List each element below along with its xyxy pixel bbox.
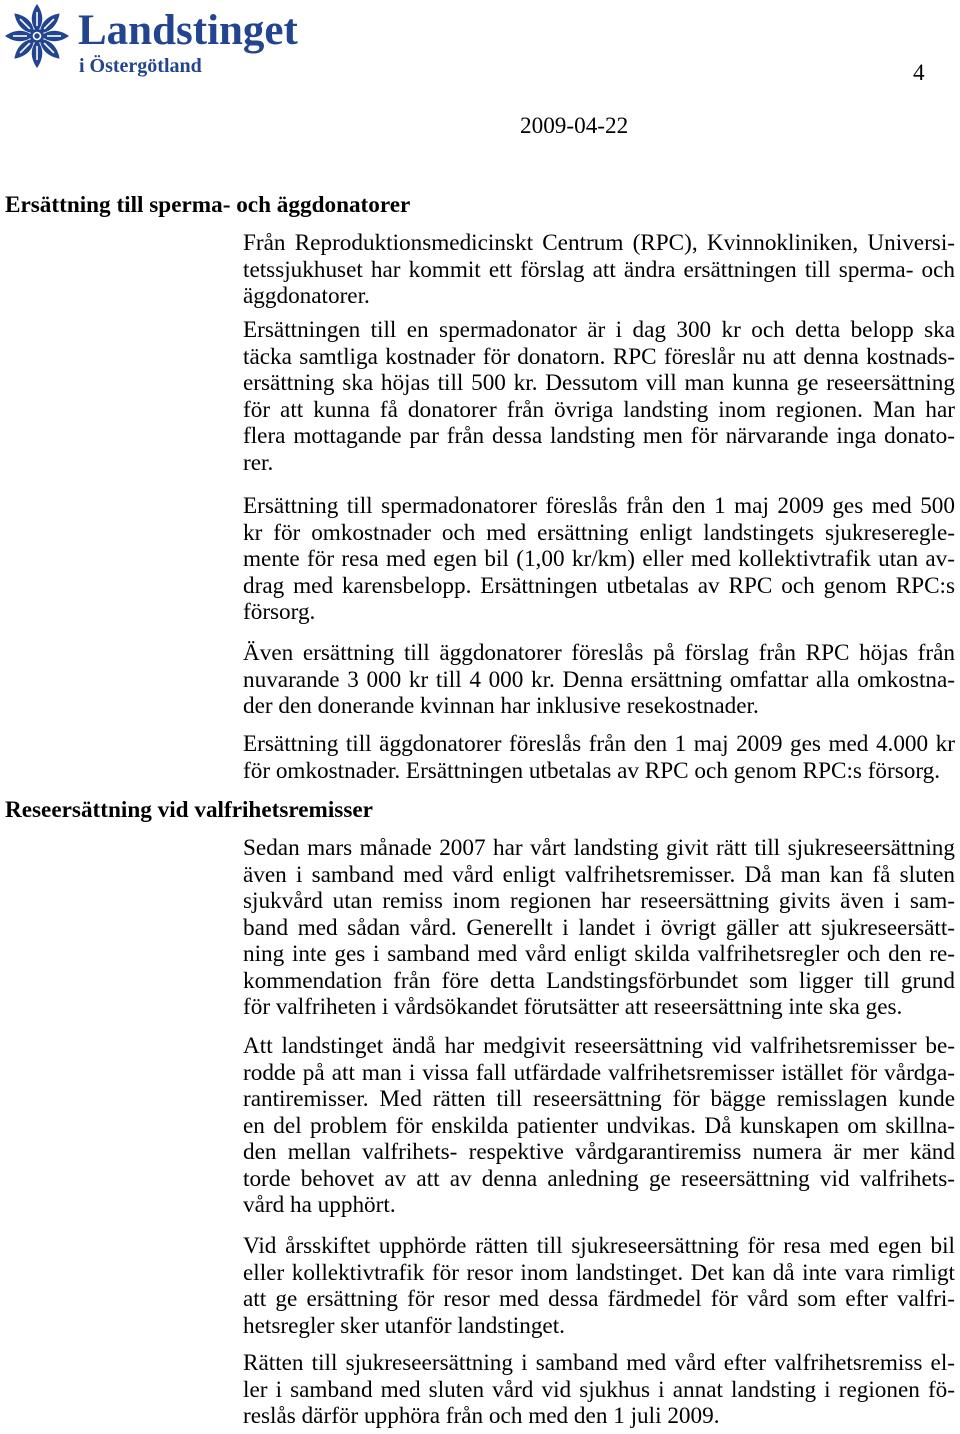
text-line: kr för omkostnader och med ersättning enligt landstingets sjukreseregle- (243, 519, 955, 546)
paragraph (243, 493, 955, 626)
text-line: nuvarande 3 000 kr till 4 000 kr. Denna ersättning omfattar alla omkostna- (243, 666, 955, 693)
text-line: eller kollektivtrafik för resor inom landstinget. Det kan då inte vara rimligt (243, 1259, 955, 1286)
section-heading: Ersättning till sperma- och äggdonatorer (5, 192, 411, 218)
text-line: sjukvård utan remiss inom regionen har reseersättning givits även i sam- (243, 888, 955, 914)
text-line: ler i samband med sluten vård vid sjukhus i annat landsting i regionen fö- (243, 1376, 955, 1403)
text-line: torde behovet av att av denna anledning ge reseersättning vid valfrihets- (243, 1165, 955, 1192)
text-line: att ge ersättning för resor med dessa färdmedel för vård som efter valfri- (243, 1286, 955, 1312)
logo-emblem-icon (4, 3, 70, 69)
text-line: ning inte ges i samband med vård enligt skilda valfrihetsregler och den re- (243, 941, 955, 967)
paragraph (243, 1350, 955, 1430)
paragraph (243, 1233, 955, 1339)
text-line: rodde på att man i vissa fall utfärdade valfrihetsremisser istället för vårdga- (243, 1059, 955, 1086)
text-line: der den donerande kvinnan har inklusive resekostnader. (243, 693, 759, 719)
text-line: band med sådan vård. Generellt i landet i övrigt gäller att sjukreseersätt- (243, 914, 955, 941)
logo-region: i Östergötland (79, 55, 202, 77)
text-line: även i samband med vård enligt valfrihetsremisser. Då man kan få sluten (243, 861, 955, 888)
paragraph (243, 317, 955, 476)
text-line: täcka samtliga kostnader för donatorn. RPC föreslår nu att denna kostnads- (243, 343, 955, 370)
text-line: för valfriheten i vårdsökandet förutsätter att reseersättning inte ska ges. (243, 994, 903, 1020)
text-line: flera mottagande par från dessa landsting men för närvarande inga donato- (243, 423, 955, 449)
document-date: 2009-04-22 (520, 113, 629, 139)
text-line: rer. (243, 449, 274, 476)
text-line: rantiremisser. Med rätten till reseersättning för bägge remisslagen kunde (243, 1086, 955, 1112)
text-line: ersättning ska höjas till 500 kr. Dessutom vill man kunna ge reseersättning (243, 370, 955, 396)
text-line: Rätten till sjukreseersättning i samband med vård efter valfrihetsremiss el- (243, 1350, 955, 1376)
text-line: hetsregler sker utanför landstinget. (243, 1312, 565, 1339)
text-line: vård ha upphört. (243, 1192, 396, 1218)
text-line: mente för resa med egen bil (1,00 kr/km) eller med kollektivtrafik utan av- (243, 546, 955, 572)
text-line: Sedan mars månade 2007 har vårt landsting givit rätt till sjukreseersättning (243, 835, 955, 861)
paragraph (243, 640, 955, 720)
text-line: Ersättningen till en spermadonator är i dag 300 kr och detta belopp ska (243, 317, 955, 343)
logo-name: Landstinget (78, 7, 298, 54)
text-line: Vid årsskiftet upphörde rätten till sjukreseersättning för resa med egen bil (243, 1233, 955, 1259)
text-line: tetssjukhuset har kommit ett förslag att ändra ersättningen till sperma- och (243, 256, 955, 283)
paragraph (243, 731, 955, 784)
text-line: försorg. (243, 599, 316, 625)
text-line: den mellan valfrihets- respektive vårdgarantiremiss numera är mer känd (243, 1139, 955, 1165)
text-line: Att landstinget ändå har medgivit reseersättning vid valfrihetsremisser be- (243, 1033, 955, 1059)
text-line: Ersättning till spermadonatorer föreslås från den 1 maj 2009 ges med 500 (243, 493, 955, 519)
text-line: kommendation från före detta Landstingsförbundet som ligger till grund (243, 967, 955, 994)
text-line: äggdonatorer. (243, 283, 370, 309)
paragraph (243, 230, 955, 310)
text-line: för att kunna få donatorer från övriga landsting inom regionen. Man har (243, 396, 955, 423)
text-line: för omkostnader. Ersättningen utbetalas av RPC och genom RPC:s försorg. (243, 757, 941, 784)
text-line: en del problem för enskilda patienter undvikas. Då kunskapen om skillna- (243, 1112, 955, 1139)
section-heading: Reseersättning vid valfrihetsremisser (5, 797, 373, 823)
text-line: reslås därför upphöra från och med den 1 juli 2009. (243, 1403, 720, 1429)
text-line: Även ersättning till äggdonatorer föreslås på förslag från RPC höjas från (243, 640, 955, 666)
text-line: Ersättning till äggdonatorer föreslås från den 1 maj 2009 ges med 4.000 kr (243, 731, 955, 757)
page-number: 4 (913, 60, 925, 86)
text-line: drag med karensbelopp. Ersättningen utbetalas av RPC och genom RPC:s (243, 572, 955, 599)
paragraph (243, 835, 955, 1021)
paragraph (243, 1033, 955, 1219)
text-line: Från Reproduktionsmedicinskt Centrum (RPC), Kvinnokliniken, Universi- (243, 230, 955, 256)
